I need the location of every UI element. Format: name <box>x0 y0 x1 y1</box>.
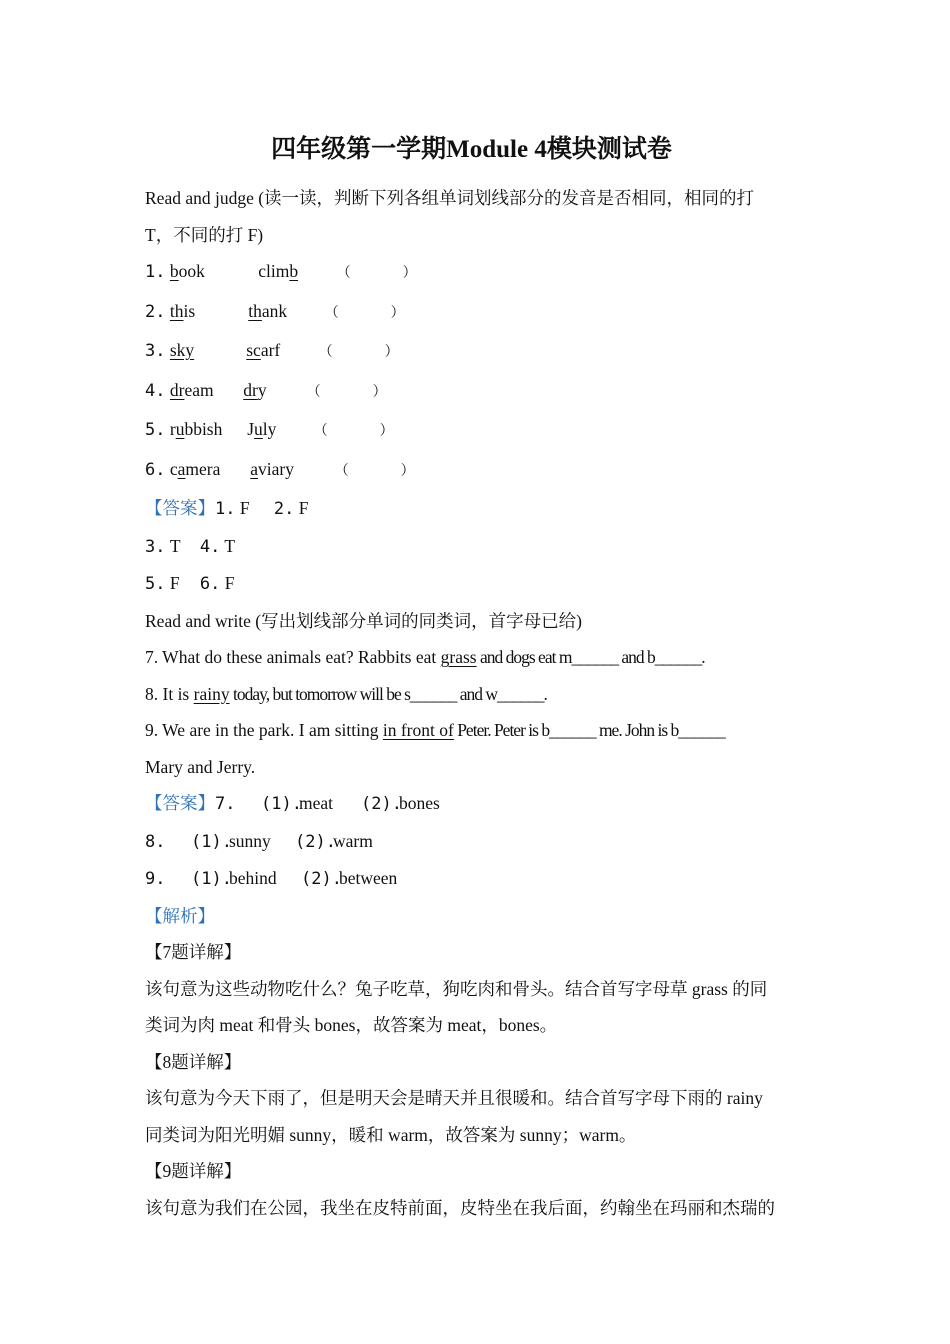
detail-8-line-2: 同类词为阳光明媚 sunny，暖和 warm，故答案为 sunny；warm。 <box>145 1124 637 1145</box>
answer-paren-open: （ <box>306 384 321 400</box>
answer-paren-close: ） <box>390 305 405 321</box>
answer-value: F <box>239 498 250 518</box>
underlined-part: th <box>169 300 184 321</box>
question-6 <box>145 451 810 491</box>
word-1: rubbish <box>169 419 223 439</box>
word-2: scarf <box>246 340 281 360</box>
answer-paren-open: （ <box>318 345 333 360</box>
answer-paren-close: ） <box>384 345 399 360</box>
answer-paren-close: ） <box>372 384 387 400</box>
answer-paren-open: （ <box>336 266 351 281</box>
question-9-continued: Mary and Jerry. <box>145 756 256 777</box>
underlined-word: in front of <box>382 720 454 740</box>
answer-number: 3. <box>145 536 166 557</box>
underlined-part: b <box>169 261 179 281</box>
question-8: 8. It is rainy today, but tomorrow will be s______ and w______. <box>145 683 547 704</box>
answer-value: between <box>339 868 398 888</box>
answer-tag: 【答案】 <box>145 498 215 518</box>
answers2-row-8 <box>145 823 810 861</box>
detail-7-line-1: 该句意为这些动物吃什么？兔子吃草，狗吃肉和骨头。结合首写字母草 grass 的同 <box>145 978 768 999</box>
blank-number: (1). <box>261 794 302 814</box>
answers-row-3 <box>145 565 810 603</box>
answer-value: F <box>298 498 309 518</box>
word-1: camera <box>169 458 221 479</box>
answer-paren-open: （ <box>313 424 328 439</box>
answer-number: 2. <box>273 499 295 519</box>
underlined-part: th <box>248 300 262 321</box>
blank-number: (2). <box>301 869 342 889</box>
underlined-part: dr <box>169 379 185 400</box>
word-1: dream <box>169 379 214 400</box>
word-2: dry <box>243 379 267 400</box>
answer-paren-close: ） <box>379 424 394 439</box>
word-2: climb <box>258 261 299 281</box>
answer-number: 1. <box>215 499 236 519</box>
underlined-part: b <box>289 261 299 281</box>
answer-number: 8. <box>145 831 166 852</box>
word-2: aviary <box>250 458 294 479</box>
underlined-part: sky <box>169 340 195 360</box>
question-number: 6. <box>145 459 166 480</box>
page-title: 四年级第一学期Module 4模块测试卷 <box>271 136 672 163</box>
blank-number: (1). <box>191 869 232 889</box>
word-1 <box>170 332 242 369</box>
blank-number: (2). <box>295 831 336 852</box>
question-4 <box>145 372 810 412</box>
answer-value: meat <box>299 793 334 813</box>
question-number: 3. <box>145 341 166 361</box>
underlined-part: u <box>175 419 185 439</box>
underlined-part: u <box>254 419 263 439</box>
answer-value: bones <box>399 793 440 813</box>
underlined-part: dr <box>243 379 258 400</box>
answer-number: 9. <box>145 869 166 889</box>
answer-number: 6. <box>199 574 221 594</box>
answers-row-1 <box>145 490 810 528</box>
underlined-word: rainy <box>193 683 230 704</box>
question-number: 4. <box>145 380 166 401</box>
underlined-part: a <box>177 458 186 479</box>
blank-number: (2). <box>361 794 402 814</box>
word-2: July <box>247 419 277 439</box>
question-number: 1. <box>145 262 166 282</box>
detail-9-heading: 【9题详解】 <box>145 1161 242 1181</box>
question-7: 7. What do these animals eat? Rabbits eat grass and dogs eat m______ and b______. <box>145 647 705 667</box>
question-1 <box>145 253 810 293</box>
detail-7-line-2: 类词为肉 meat 和骨头 bones，故答案为 meat，bones。 <box>145 1015 558 1035</box>
answer-value: warm <box>333 830 373 851</box>
answer-paren-close: ） <box>402 266 417 281</box>
part1-instruction-line2: T，不同的打 F) <box>145 224 264 245</box>
part2-instruction: Read and write (写出划线部分单词的同类词，首字母已给) <box>145 610 582 631</box>
detail-8-line-1: 该句意为今天下雨了，但是明天会是晴天并且很暖和。结合首写字母下雨的 rainy <box>145 1088 763 1108</box>
answer-value: behind <box>229 868 277 888</box>
detail-9-line-1: 该句意为我们在公园，我坐在皮特前面，皮特坐在我后面，约翰坐在玛丽和杰瑞的 <box>145 1197 775 1218</box>
detail-7-heading: 【7题详解】 <box>145 942 242 962</box>
answers-row-2 <box>145 528 810 566</box>
detail-8-heading: 【8题详解】 <box>145 1051 242 1072</box>
part1-instruction-line1: Read and judge (读一读，判断下列各组单词划线部分的发音是否相同，相同的打 <box>145 188 755 208</box>
question-number: 2. <box>145 301 166 322</box>
question-2 <box>145 293 810 333</box>
underlined-part: a <box>250 458 259 479</box>
document-page <box>145 128 810 1226</box>
answer-value: F <box>224 573 235 593</box>
question-5 <box>145 411 810 451</box>
answers2-row-9 <box>145 860 810 898</box>
answer-number: 5. <box>145 574 166 594</box>
analysis-tag: 【解析】 <box>145 905 215 926</box>
answer-value: sunny <box>229 830 271 851</box>
underlined-word: grass <box>440 647 477 667</box>
answer-number: 7. <box>215 794 236 814</box>
word-1: book <box>169 261 205 281</box>
answer-value: T <box>224 535 236 556</box>
blank-number: (1). <box>191 831 232 852</box>
question-number: 5. <box>145 420 166 440</box>
word-1: this <box>169 300 196 321</box>
question-3 <box>145 332 810 372</box>
question-9: 9. We are in the park. I am sitting in front of Peter. Peter is b______ me. John is b______ <box>145 720 725 740</box>
answer-number: 4. <box>199 536 221 557</box>
underlined-part: sc <box>246 340 261 360</box>
answers2-row-7 <box>145 785 810 823</box>
answer-value: F <box>169 573 180 593</box>
answer-value: T <box>169 535 181 556</box>
answer-paren-open: （ <box>324 305 339 321</box>
answer-paren-open: （ <box>334 463 349 479</box>
answer-paren-close: ） <box>400 463 415 479</box>
word-2: thank <box>248 300 288 321</box>
answer-tag: 【答案】 <box>145 793 215 813</box>
